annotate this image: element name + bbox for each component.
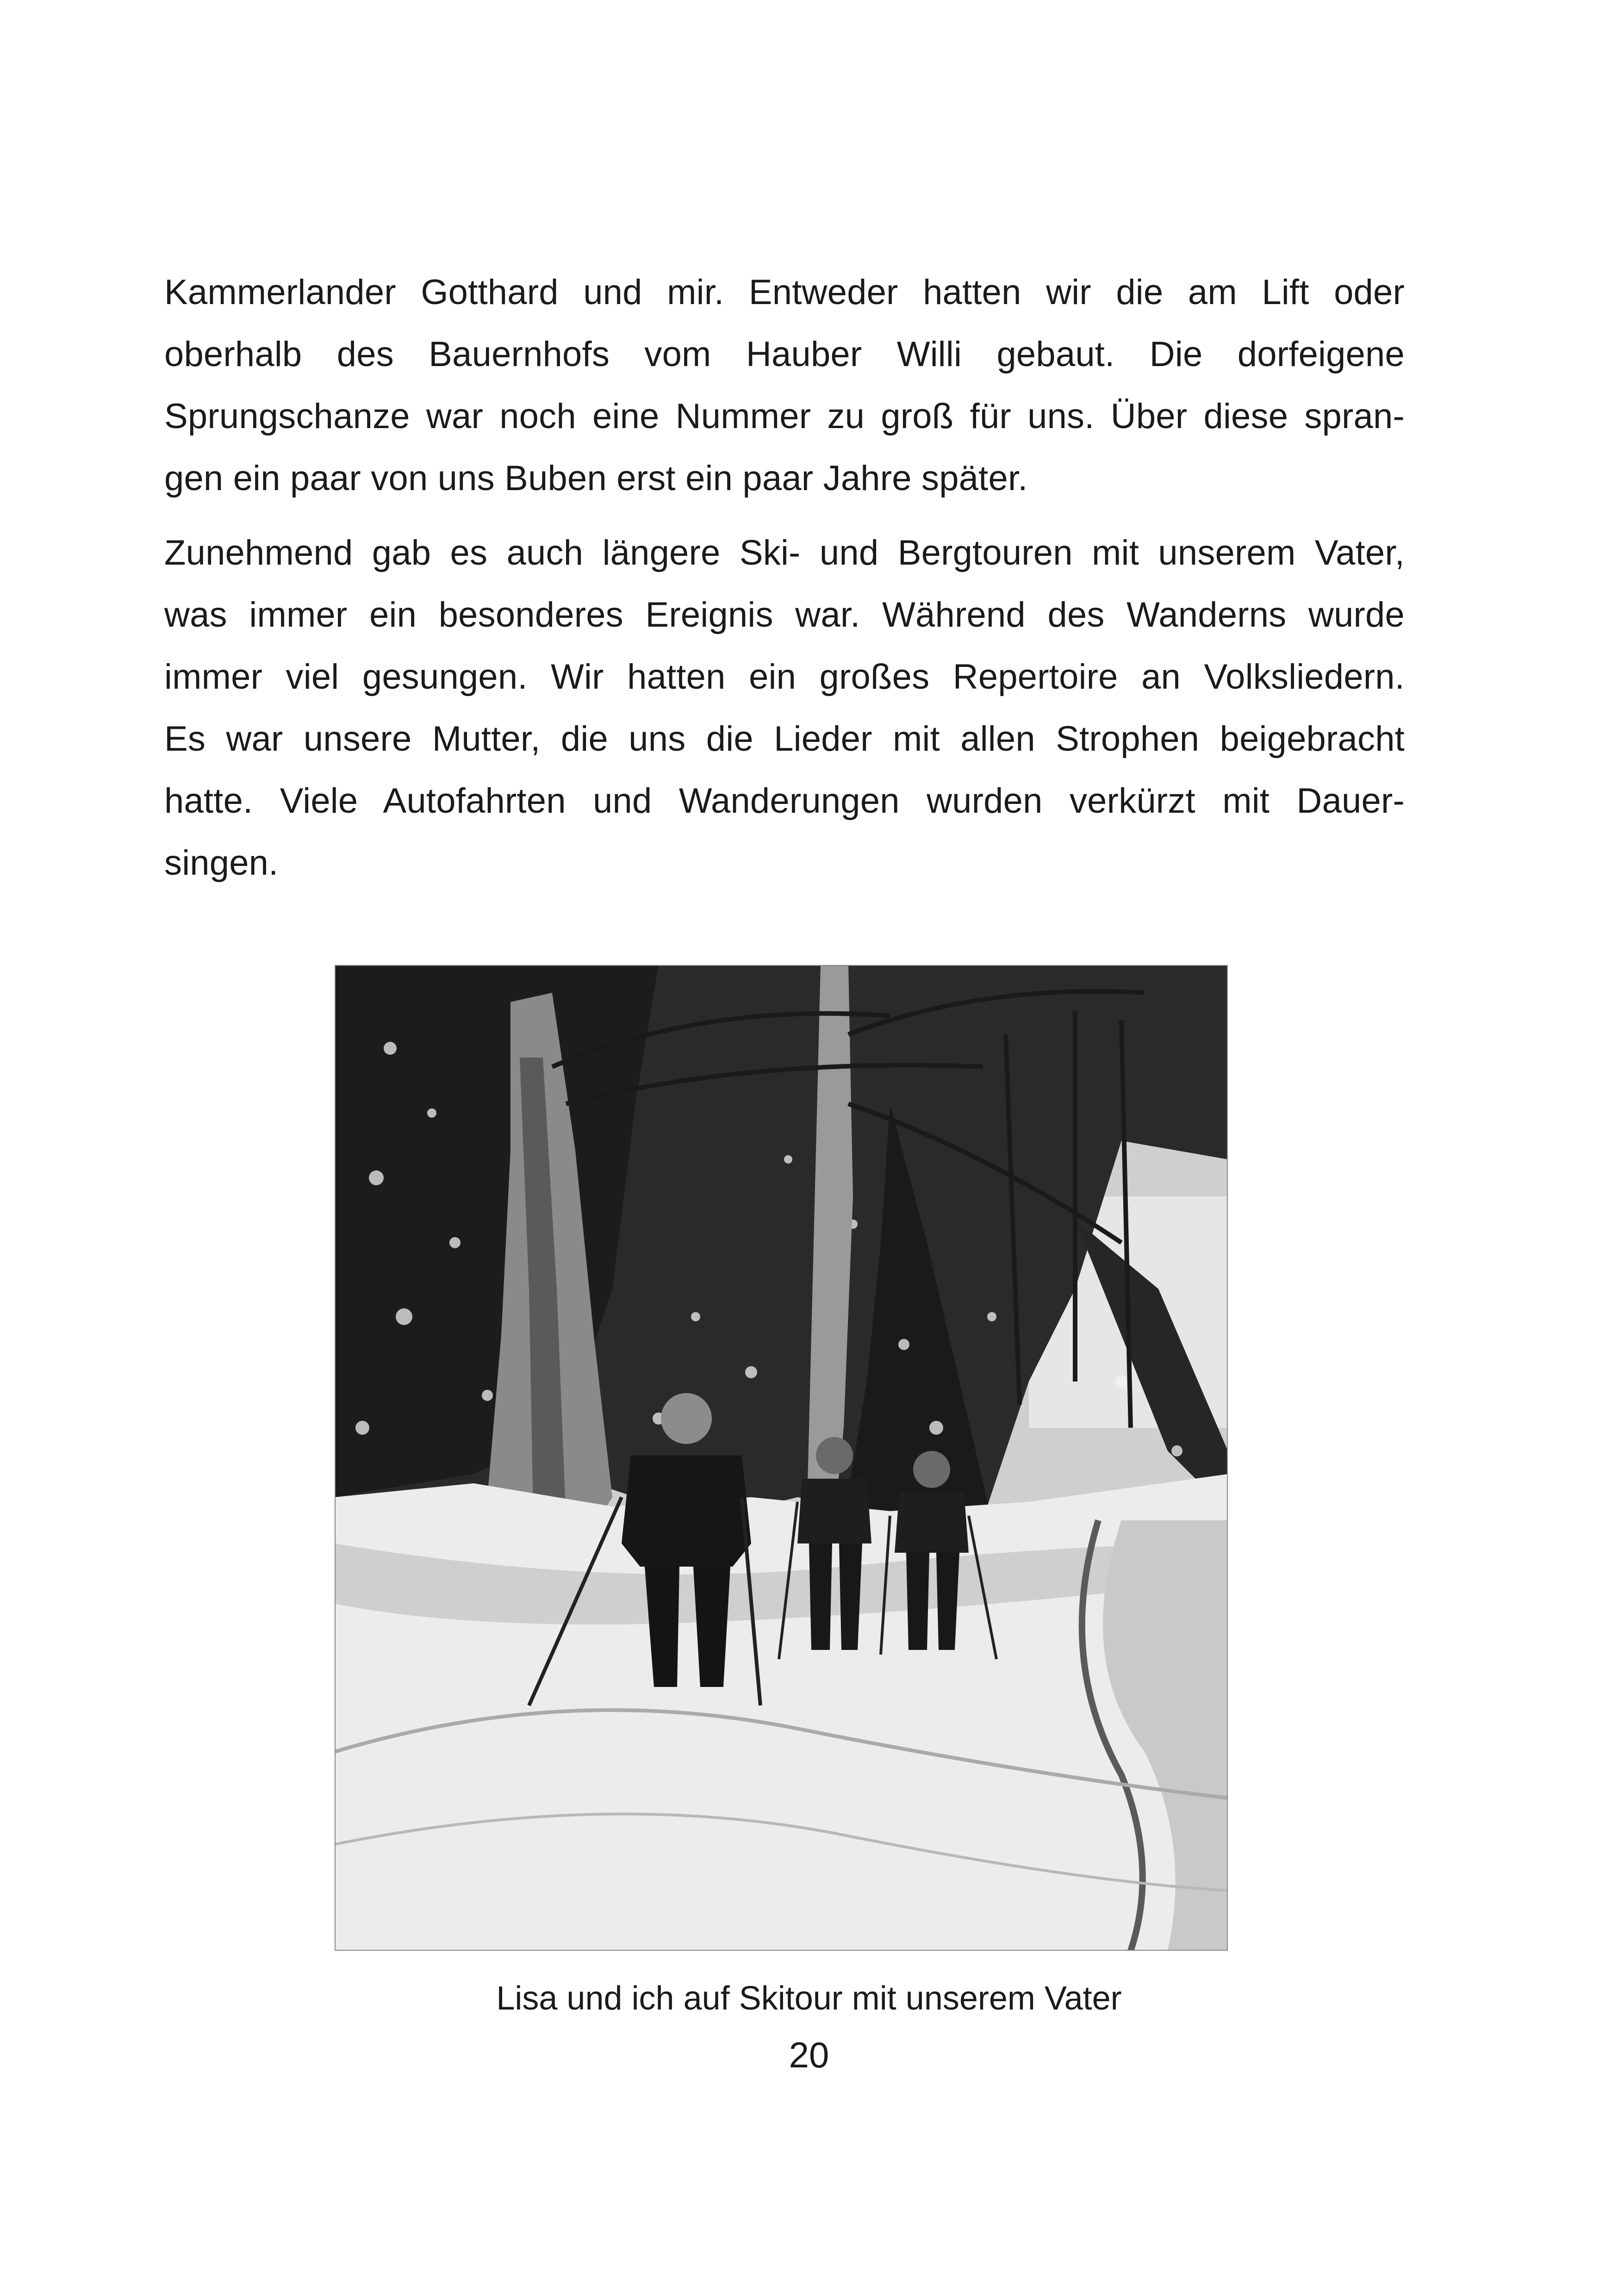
text-line: Kammerlander Gotthard und mir. Entweder hatten wir die am Lift oder (164, 273, 1405, 312)
text-line: Es war unsere Mutter, die uns die Lieder mit allen Strophen beigebracht (164, 719, 1405, 759)
text-line: gen ein paar von uns Buben erst ein paar Jahre später. (164, 459, 1028, 498)
text-line: oberhalb des Bauernhofs vom Hauber Willi gebaut. Die dorfeigene (164, 335, 1405, 374)
text-line: Zunehmend gab es auch längere Ski- und Bergtouren mit unserem Vater, (164, 533, 1405, 572)
text-line: Sprungschanze war noch eine Nummer zu groß für uns. Über diese spran- (164, 397, 1405, 436)
caption-text: Lisa und ich auf Skitour mit unserem Vater (496, 1980, 1122, 2017)
text-line: immer viel gesungen. Wir hatten ein großes Repertoire an Volksliedern. (164, 657, 1405, 697)
paragraph-2 (164, 522, 1405, 894)
text-line: hatte. Viele Autofahrten und Wanderungen wurden verkürzt mit Dauer- (164, 781, 1405, 821)
photo-winter-ski-tour (335, 965, 1228, 1951)
text-line: was immer ein besonderes Ereignis war. Während des Wanderns wurde (164, 595, 1405, 635)
page-number: 20 (789, 2035, 829, 2075)
paragraph-1 (164, 261, 1405, 510)
text-line: singen. (164, 843, 279, 883)
photo-caption (0, 1975, 1618, 2022)
photo-illustration (335, 965, 1228, 1951)
